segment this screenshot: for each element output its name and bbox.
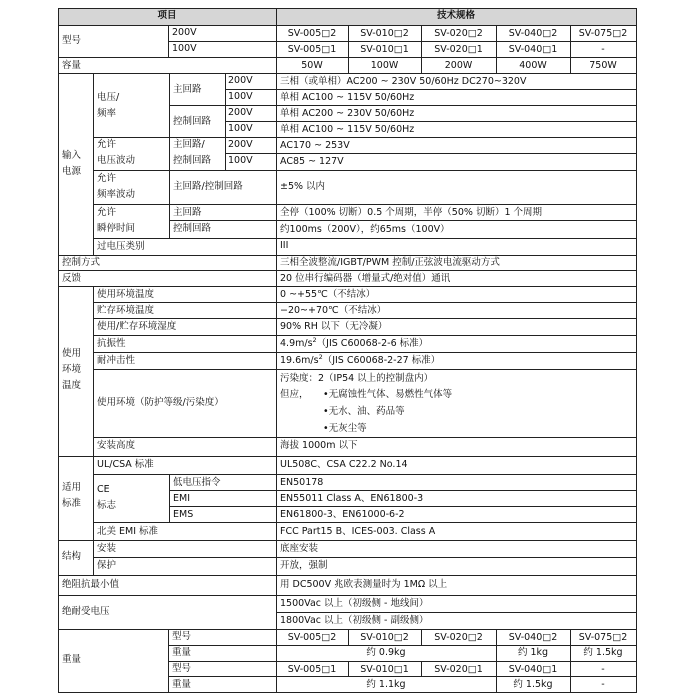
allow-volt-label-1: 允许 (97, 139, 117, 150)
header-item: 项目 (157, 10, 177, 21)
weight-200-mid: 约 1kg (517, 647, 549, 658)
weight-model-200-2: SV-010□2 (360, 632, 409, 643)
standards-label-2: 标准 (62, 498, 82, 509)
humidity-value: 90% RH 以下（无冷凝） (280, 321, 388, 332)
insulation-label: 绝阻抗最小值 (62, 579, 120, 590)
ctrl-100-spec: 单相 AC100 ~ 115V 50/60Hz (280, 124, 415, 135)
feedback-label: 反馈 (62, 273, 82, 284)
momentary-ctrl-spec: 约100ms（200V），约65ms（100V） (280, 224, 450, 235)
weight-100-mid: 约 1.5kg (513, 679, 553, 690)
weight-model-100-3: SV-020□1 (434, 664, 483, 675)
weight-model-label-200: 型号 (172, 631, 192, 642)
withstand-line1: 1500Vac 以上（初级侧 - 地线间） (280, 598, 429, 609)
model-200-2: SV-010□2 (360, 28, 409, 39)
model-100-1: SV-005□1 (287, 44, 337, 55)
ctrl-200-spec: 单相 AC200 ~ 230V 50/60Hz (280, 108, 415, 119)
insulation-value: 用 DC500V 兆欧表测量时为 1MΩ 以上 (280, 579, 448, 590)
momentary-ctrl-label: 控制回路 (173, 223, 212, 234)
overvoltage-label: 过电压类别 (97, 241, 145, 252)
momentary-stop-label-2: 瞬停时间 (97, 223, 136, 234)
ul-label: UL/CSA 标准 (97, 459, 154, 470)
weight-model-100-1: SV-005□1 (287, 664, 337, 675)
main-circuit-label: 主回路 (173, 84, 202, 95)
overvoltage-value: III (280, 240, 289, 251)
allow-freq-spec: ±5% 以内 (280, 181, 326, 192)
weight-100-small: 约 1.1kg (366, 679, 406, 690)
model-200-1: SV-005□2 (287, 28, 337, 39)
capacity-2: 100W (370, 60, 399, 71)
lvd-value: EN50178 (280, 477, 324, 488)
ul-value: UL508C、CSA C22.2 No.14 (280, 459, 408, 470)
environment-label-3: 温度 (62, 380, 82, 391)
humidity-label: 使用/贮存环境湿度 (97, 321, 177, 332)
ctrl-100v: 100V (228, 123, 253, 134)
weight-section-label: 重量 (62, 654, 82, 665)
operating-temp-value: 0 ~+55℃（不结冰） (280, 289, 376, 300)
shock-value: $19.6m/s^2(JIS$ C60068-2-27 标准） (280, 352, 441, 366)
ce-label-2: 标志 (97, 500, 117, 511)
momentary-main-spec: 全停（100% 切断）0.5 个周期，半停（50% 切断）1 个周期 (280, 207, 543, 218)
withstand-label: 绝耐受电压 (62, 606, 110, 617)
protection-env-label: 使用环境（防护等级/污染度） (97, 397, 224, 408)
mounting-value: 底座安装 (280, 543, 319, 554)
allow-freq-label-2: 频率波动 (97, 189, 136, 200)
model-200-5: SV-075□2 (578, 28, 628, 39)
operating-temp-label: 使用环境温度 (97, 289, 155, 300)
model-200-4: SV-040□2 (508, 28, 558, 39)
emi-value: EN55011 Class A、EN61800-3 (280, 493, 424, 504)
main-200v: 200V (228, 75, 253, 86)
main-100-spec: 单相 AC100 ~ 115V 50/60Hz (280, 92, 415, 103)
environment-label-2: 环境 (62, 364, 82, 375)
ems-label: EMS (173, 509, 194, 520)
vibration-label: 抗振性 (97, 338, 126, 349)
withstand-line2: 1800Vac 以上（初级侧 - 副级侧） (280, 615, 429, 626)
altitude-label: 安装高度 (97, 440, 136, 451)
ce-label-1: CE (97, 484, 110, 495)
allow-volt-200v: 200V (228, 139, 253, 150)
model-100-3: SV-020□1 (434, 44, 483, 55)
control-method-value: 三相全波整流/IGBT/PWM 控制/正弦波电流驱动方式 (280, 257, 500, 268)
feedback-value: 20 位串行编码器（增量式/绝对值）通讯 (280, 273, 451, 284)
lvd-label: 低电压指令 (173, 477, 221, 488)
input-power-label-1: 输入 (62, 150, 82, 161)
weight-model-200-1: SV-005□2 (287, 632, 337, 643)
weight-value-label-100: 重量 (172, 679, 192, 690)
altitude-value: 海拔 1000m 以下 (280, 440, 358, 451)
emi-label: EMI (173, 493, 191, 504)
weight-model-100-5: - (601, 664, 605, 675)
ctrl-200v: 200V (228, 107, 253, 118)
model-100-2: SV-010□1 (360, 44, 409, 55)
voltage-freq-label-1: 电压/ (97, 92, 120, 103)
protection-bullet-1: •无腐蚀性气体、易燃性气体等 (323, 389, 453, 400)
structure-protection-value: 开放，强制 (280, 560, 328, 571)
allow-volt-100-spec: AC85 ~ 127V (280, 156, 344, 167)
allow-freq-label-1: 允许 (97, 173, 117, 184)
model-100v: 100V (172, 43, 197, 54)
storage-temp-label: 贮存环境温度 (97, 305, 155, 316)
environment-label-1: 使用 (62, 348, 82, 359)
weight-value-label-200: 重量 (172, 647, 192, 658)
allow-volt-circuit-2: 控制回路 (173, 155, 212, 166)
capacity-3: 200W (444, 60, 473, 71)
capacity-4: 400W (519, 60, 547, 71)
allow-volt-circuit-1: 主回路/ (173, 139, 205, 150)
ems-value: EN61800-3、EN61000-6-2 (280, 509, 405, 520)
header-spec: 技术规格 (436, 10, 475, 21)
model-label: 型号 (62, 35, 82, 46)
control-circuit-label: 控制回路 (173, 116, 212, 127)
allow-volt-100v: 100V (228, 155, 253, 166)
weight-model-200-5: SV-075□2 (578, 632, 628, 643)
standards-label-1: 适用 (62, 482, 82, 493)
weight-model-200-4: SV-040□2 (508, 632, 558, 643)
allow-volt-200-spec: AC170 ~ 253V (280, 140, 350, 151)
momentary-main-label: 主回路 (173, 207, 202, 218)
momentary-stop-label-1: 允许 (97, 207, 117, 218)
control-method-label: 控制方式 (62, 257, 101, 268)
weight-model-100-4: SV-040□1 (508, 664, 558, 675)
main-100v: 100V (228, 91, 253, 102)
model-200-3: SV-020□2 (434, 28, 483, 39)
weight-model-200-3: SV-020□2 (434, 632, 483, 643)
model-200v: 200V (172, 27, 197, 38)
capacity-5: 750W (589, 60, 617, 71)
na-emi-label: 北美 EMI 标准 (97, 526, 159, 537)
shock-label: 耐冲击性 (97, 355, 136, 366)
allow-volt-label-2: 电压波动 (97, 155, 136, 166)
model-100-5: - (601, 44, 605, 55)
weight-200-small: 约 0.9kg (366, 647, 406, 658)
model-100-4: SV-040□1 (508, 44, 558, 55)
capacity-label: 容量 (62, 60, 82, 71)
structure-protection-label: 保护 (97, 560, 117, 571)
vibration-value: $4.9m/s^2(JIS$ C60068-2-6 标准） (280, 335, 429, 349)
weight-100-large: - (601, 679, 605, 690)
weight-model-label-100: 型号 (172, 663, 192, 674)
protection-bullet-3: •无灰尘等 (323, 423, 367, 434)
capacity-1: 50W (301, 60, 323, 71)
weight-model-100-2: SV-010□1 (360, 664, 409, 675)
main-200-spec: 三相（或单相）AC200 ~ 230V 50/60Hz DC270~320V (280, 76, 527, 87)
weight-200-large: 约 1.5kg (583, 647, 623, 658)
protection-line1: 污染度：2（IP54 以上的控制盘内） (280, 373, 434, 384)
protection-bullet-2: •无水、油、药品等 (323, 406, 405, 417)
structure-label: 结构 (62, 551, 82, 562)
protection-line2: 但应， (280, 389, 309, 400)
mounting-label: 安装 (97, 543, 117, 554)
input-power-label-2: 电源 (62, 166, 82, 177)
voltage-freq-label-2: 频率 (97, 108, 117, 119)
allow-freq-circuit: 主回路/控制回路 (173, 181, 243, 192)
na-emi-value: FCC Part15 B、ICES-003. Class A (280, 526, 436, 537)
storage-temp-value: −20~+70℃（不结冰） (280, 305, 387, 316)
